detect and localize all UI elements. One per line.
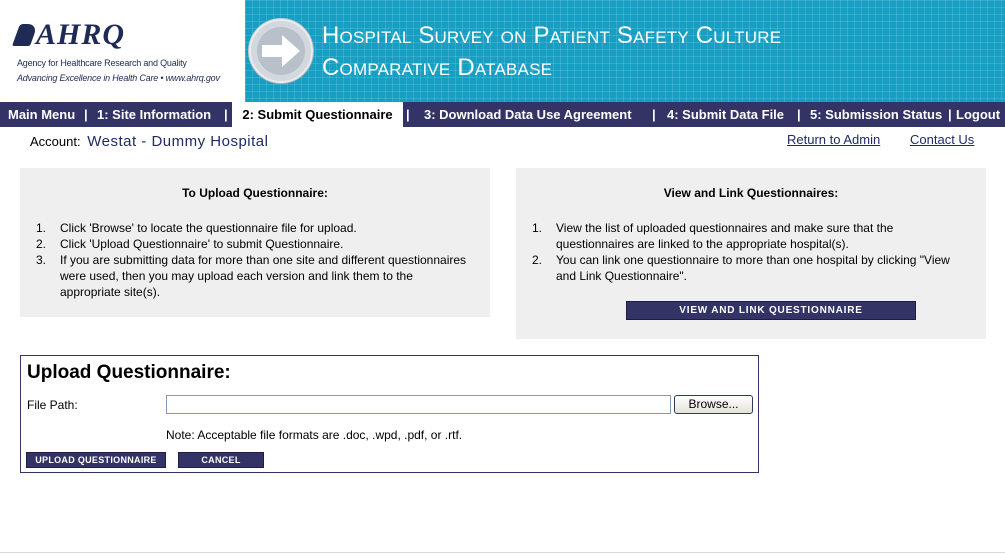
upload-instructions-list [20, 220, 475, 300]
list-item: 3. If you are submitting data for more than one site and different questionnaires were used, then you may upload each version and link them to the appropriate site(s). [36, 253, 467, 299]
view-link-questionnaire-button[interactable]: VIEW AND LINK QUESTIONNAIRE [626, 301, 916, 320]
nav-separator: | [406, 107, 410, 122]
upload-instructions-panel [20, 168, 490, 317]
ahrq-logo[interactable] [0, 0, 245, 102]
link-instructions-list [516, 220, 971, 284]
upload-questionnaire-button[interactable]: UPLOAD QUESTIONNAIRE [26, 452, 166, 468]
file-path-input[interactable] [166, 395, 671, 414]
page-title-line2: Comparative Database [322, 54, 553, 81]
nav-separator: | [84, 107, 88, 122]
divider [0, 552, 1005, 553]
arrow-emblem-icon [248, 18, 314, 84]
upload-form-title: Upload Questionnaire: [27, 362, 231, 383]
nav-separator: | [797, 107, 801, 122]
nav-submit-questionnaire[interactable]: 2: Submit Questionnaire [232, 102, 403, 127]
nav-submission-status[interactable]: 5: Submission Status [810, 107, 943, 122]
list-item: 1. View the list of uploaded questionnaires and make sure that the questionnaires are linked to the appropriate hospital(s). [532, 221, 894, 251]
logo-text: AHRQ [36, 18, 126, 51]
account-label: Account: [30, 134, 81, 149]
nav-separator: | [652, 107, 656, 122]
return-to-admin-link[interactable]: Return to Admin [787, 132, 881, 147]
nav-logout[interactable]: Logout [956, 107, 1001, 122]
main-nav [0, 102, 1005, 127]
link-instructions-panel [516, 168, 986, 339]
agency-tagline: Advancing Excellence in Health Care • www.ahrq.gov [17, 73, 220, 83]
list-item: 1. Click 'Browse' to locate the questionnaire file for upload. [36, 221, 357, 235]
nav-separator: | [224, 107, 228, 122]
link-instructions-title: View and Link Questionnaires: [663, 186, 839, 200]
account-name: Westat - Dummy Hospital [87, 133, 269, 150]
nav-site-information[interactable]: 1: Site Information [97, 107, 212, 122]
nav-submit-data-file[interactable]: 4: Submit Data File [667, 107, 785, 122]
upload-form [20, 355, 759, 473]
list-item: 2. You can link one questionnaire to more than one hospital by clicking "View and Link Questionnaire". [532, 253, 950, 283]
file-format-note: Note: Acceptable file formats are .doc, .wpd, .pdf, or .rtf. [166, 428, 463, 442]
nav-download-dua[interactable]: 3: Download Data Use Agreement [424, 107, 632, 122]
nav-separator: | [948, 107, 952, 122]
file-path-label: File Path: [27, 398, 78, 412]
account-info [30, 133, 268, 150]
header-banner [0, 0, 1005, 102]
contact-us-link[interactable]: Contact Us [910, 132, 975, 147]
upload-instructions-title: To Upload Questionnaire: [182, 186, 328, 200]
agency-name: Agency for Healthcare Research and Quality [17, 58, 187, 68]
page-title-line1: Hospital Survey on Patient Safety Culture [322, 22, 782, 49]
cancel-button[interactable]: CANCEL [178, 452, 264, 468]
list-item: 2. Click 'Upload Questionnaire' to submit Questionnaire. [36, 237, 344, 251]
eagle-icon [12, 24, 38, 46]
browse-button[interactable]: Browse... [674, 395, 753, 414]
nav-main-menu[interactable]: Main Menu [8, 107, 76, 122]
